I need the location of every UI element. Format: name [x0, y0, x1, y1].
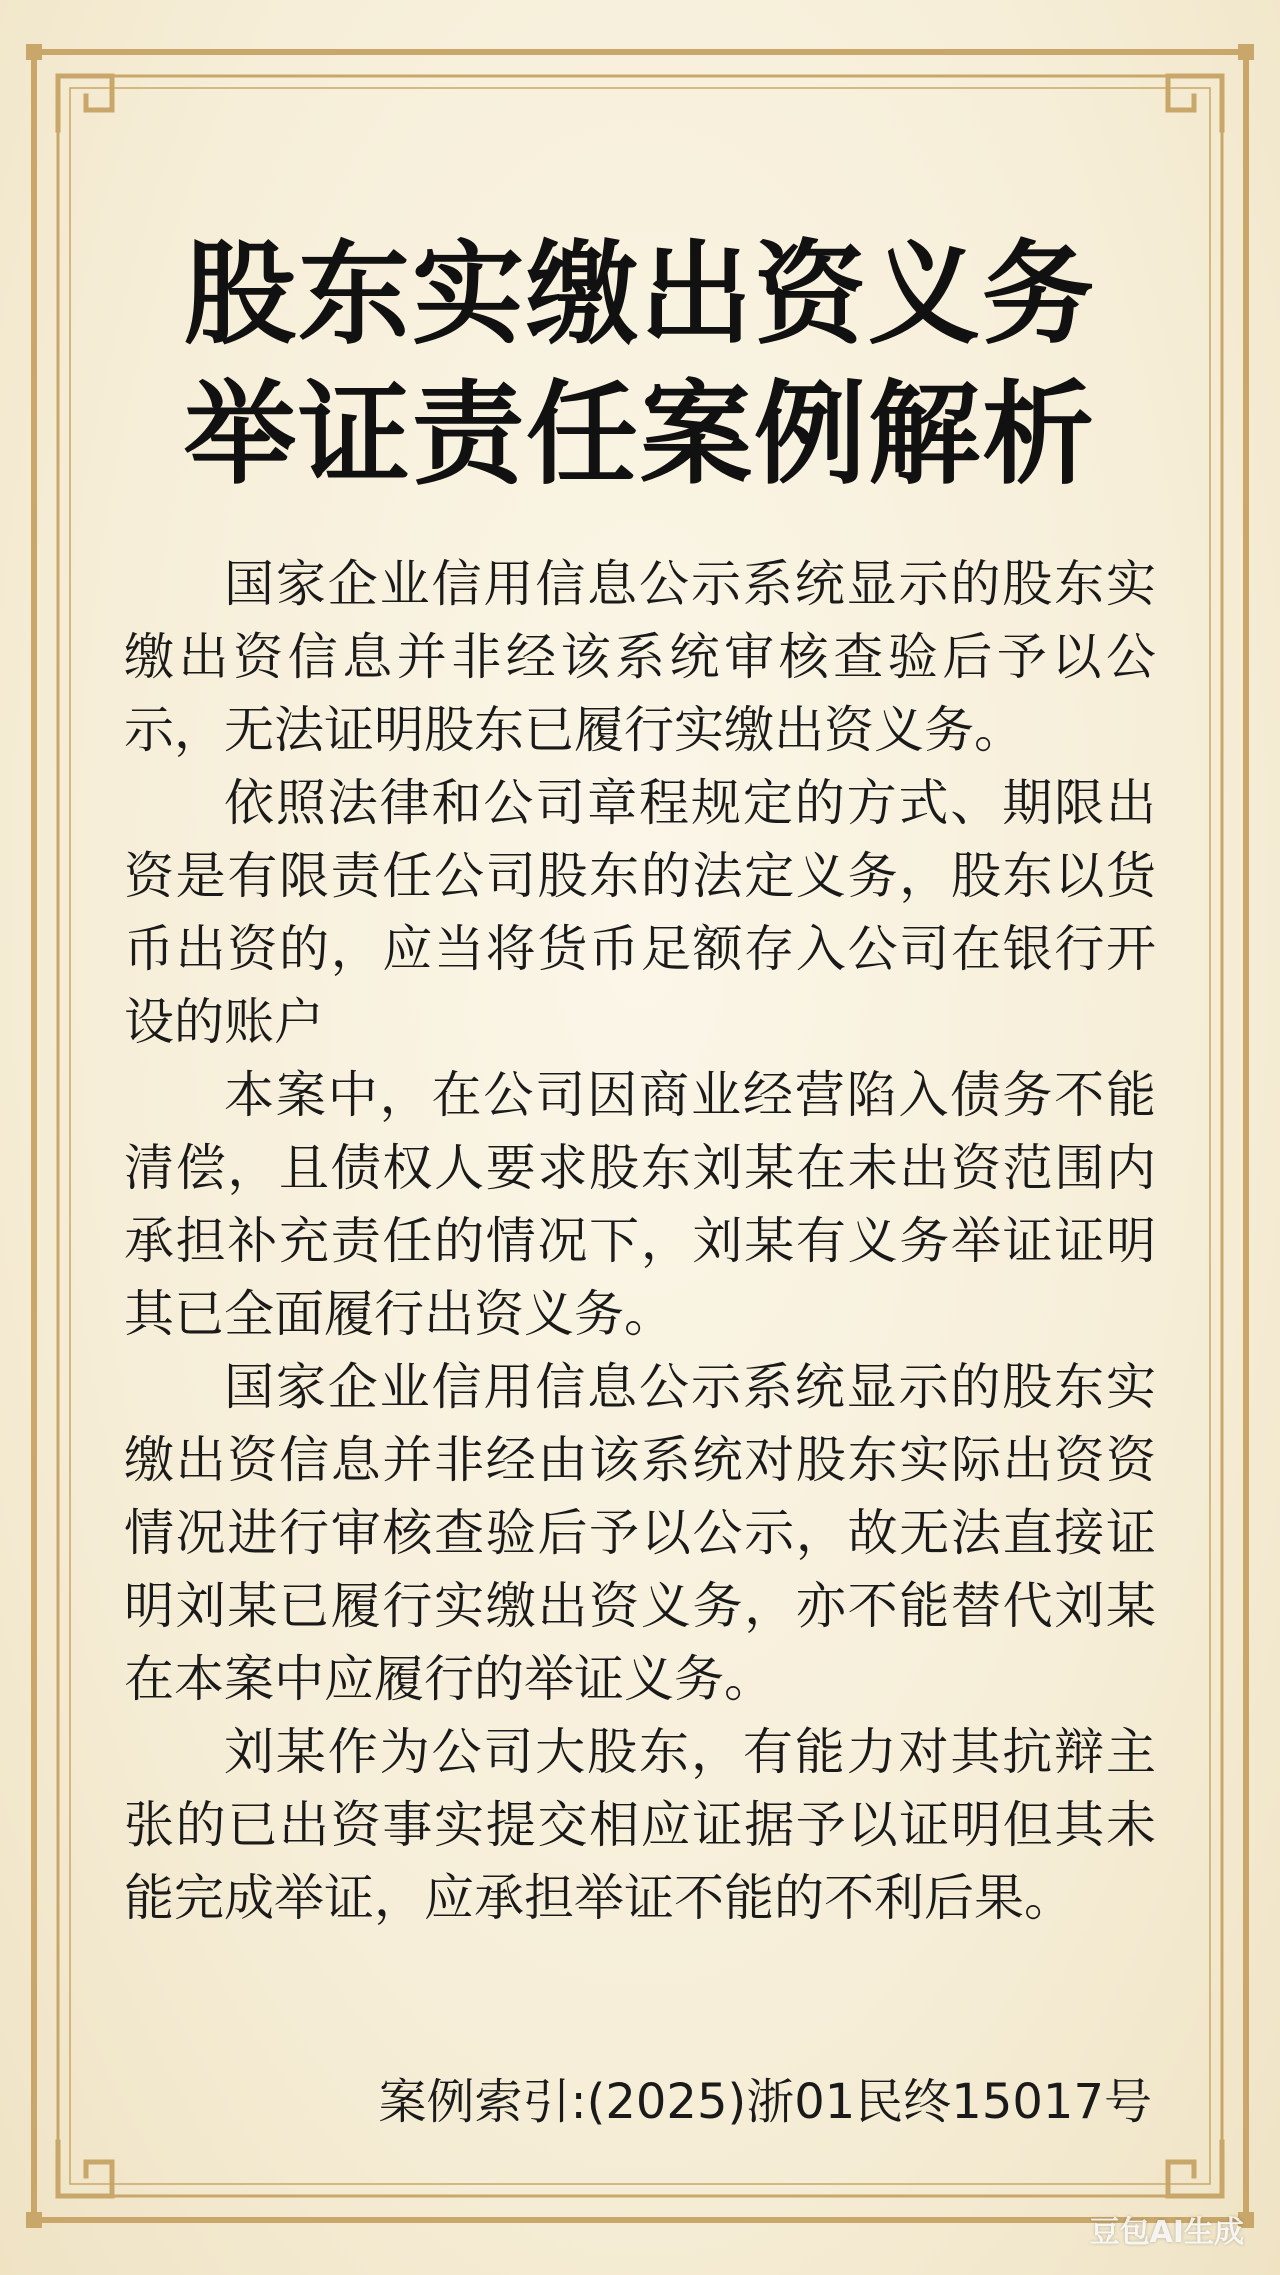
- case-citation: 案例索引:(2025)浙01民终15017号: [378, 2074, 1152, 2130]
- paragraph-3: 本案中，在公司因商业经营陷入债务不能清偿，且债权人要求股东刘某在未出资范围内承担补充责任的情况下，刘某有义务举证证明其已全面履行出资义务。: [124, 1066, 1156, 1343]
- paragraph-1: 国家企业信用信息公示系统显示的股东实缴出资信息并非经该系统审核查验后予以公示，无法证明股东已履行实缴出资义务。: [124, 555, 1156, 759]
- page-title-line-2: 举证责任案例解析: [184, 370, 1096, 500]
- page-title-line-1: 股东实缴出资义务: [184, 230, 1096, 360]
- article-body: [124, 548, 1156, 1935]
- paragraph-5: 刘某作为公司大股东，有能力对其抗辩主张的已出资事实提交相应证据予以证明但其未能完成举证，应承担举证不能的不利后果。: [124, 1723, 1156, 1927]
- paragraph-4: 国家企业信用信息公示系统显示的股东实缴出资信息并非经由该系统对股东实际出资资情况进行审核查验后予以公示，故无法直接证明刘某已履行实缴出资义务，亦不能替代刘某在本案中应履行的举证义务。: [124, 1358, 1156, 1708]
- ai-watermark: 豆包AI生成: [1089, 2215, 1244, 2250]
- paragraph-2: 依照法律和公司章程规定的方式、期限出资是有限责任公司股东的法定义务，股东以货币出资的，应当将货币足额存入公司在银行开设的账户: [124, 774, 1156, 1051]
